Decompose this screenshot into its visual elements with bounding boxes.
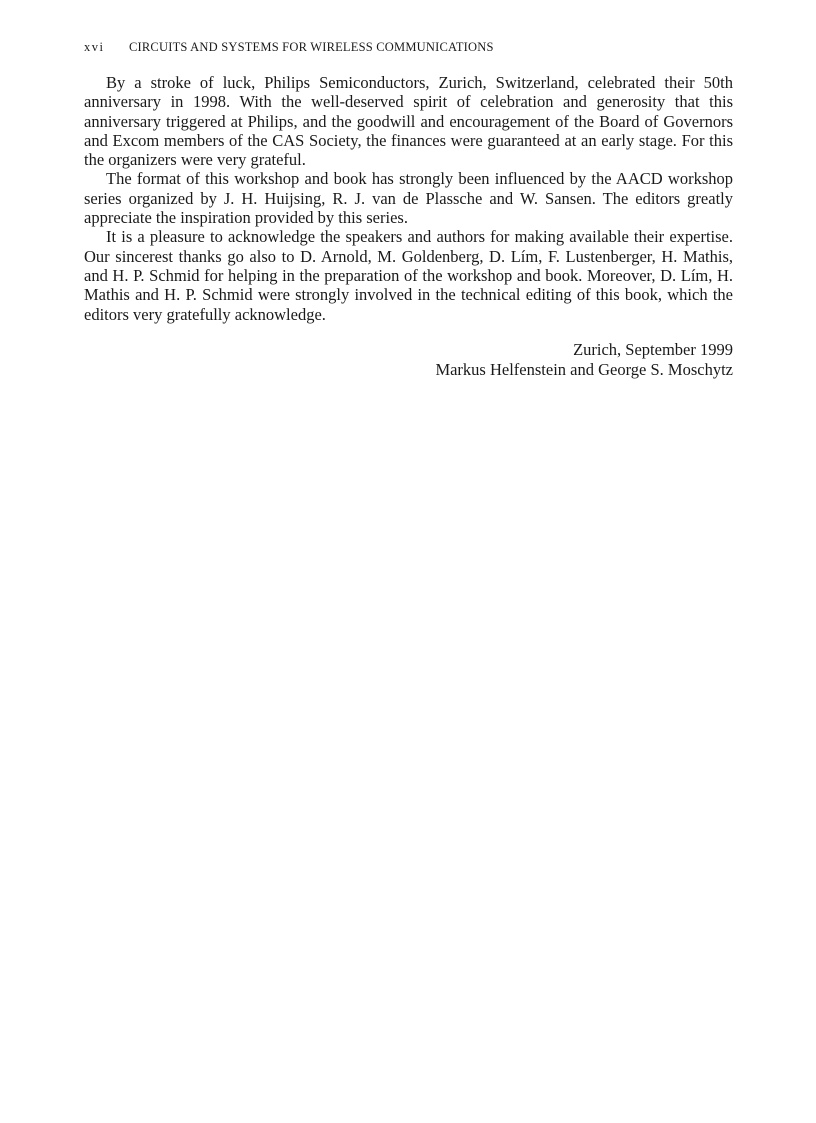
signature-place-date: Zurich, September 1999 (573, 339, 733, 359)
paragraph-acknowledgement: It is a pleasure to acknowledge the speakers and authors for making available their expertise. Our sincerest thanks go also to D. Arnold, M. Goldenberg, D. Lím, F. Lustenberger, H. Mathis, and H. P. Schmid for helping in the preparation of the workshop and book. Moreover, D. Lím, H. Mathis and H. P. Schmid were strongly involved in the technical editing of this book, which the editors very gratefully acknowledge. (84, 227, 733, 324)
running-header (84, 38, 733, 56)
paragraph-format: The format of this workshop and book has strongly been influenced by the AACD workshop series organized by J. H. Huijsing, R. J. van de Plassche and W. Sansen. The editors greatly appreciate the inspiration provided by this series. (84, 169, 733, 228)
paragraph-anniversary: By a stroke of luck, Philips Semiconductors, Zurich, Switzerland, celebrated their 50th anniversary in 1998. With the well-deserved spirit of celebration and generosity that this anniversary triggered at Philips, and the goodwill and encouragement of the Board of Governors and Excom members of the CAS Society, the finances were guaranteed at an early stage. For this the organizers were very grateful. (84, 73, 733, 170)
signature-authors: Markus Helfenstein and George S. Moschytz (435, 359, 733, 379)
running-title: CIRCUITS AND SYSTEMS FOR WIRELESS COMMUNICATIONS (129, 40, 494, 54)
document-page (84, 38, 733, 380)
signature-block (84, 340, 733, 380)
page-number: xvi (84, 40, 105, 54)
body-text (84, 73, 733, 324)
